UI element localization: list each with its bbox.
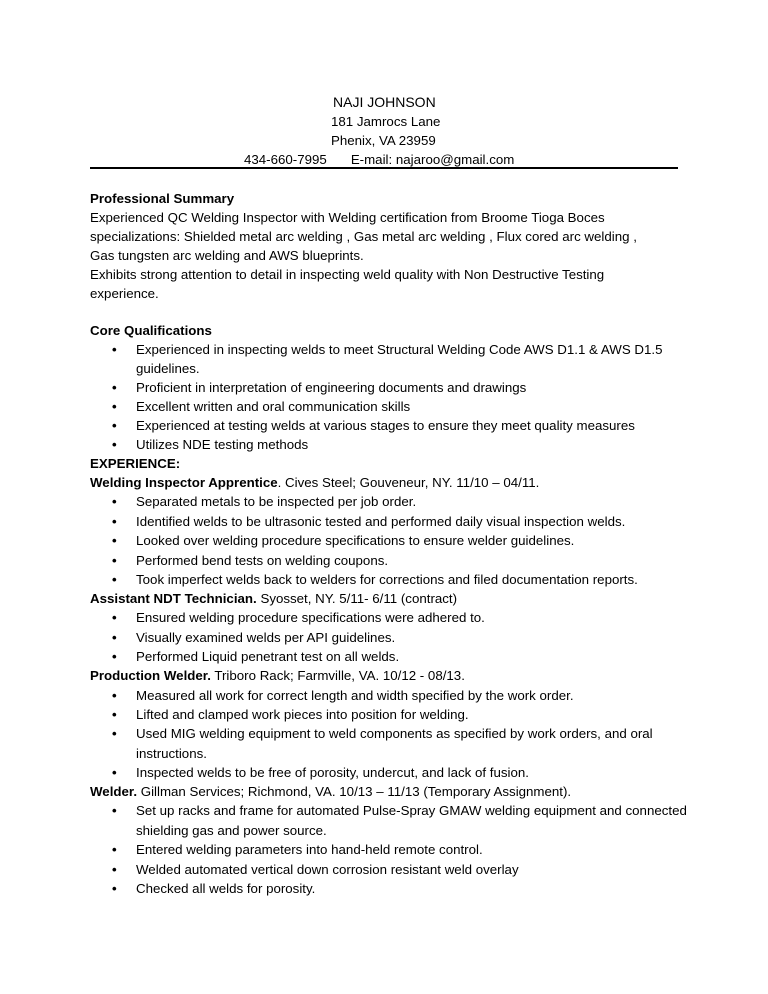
bullet-icon: •: [112, 765, 117, 781]
job-heading: [90, 667, 690, 686]
summary-line: Exhibits strong attention to detail in inspecting weld quality with Non Destructive Testing: [90, 266, 605, 282]
bullet-icon: •: [112, 380, 117, 396]
bullet-icon: •: [112, 533, 117, 549]
job-details: Gillman Services; Richmond, VA. 10/13 – 11/13 (Temporary Assignment).: [137, 783, 572, 799]
bullet-icon: •: [112, 342, 117, 358]
list-item: • Inspected welds to be free of porosity, undercut, and lack of fusion.: [90, 763, 690, 782]
summary-line: Experienced QC Welding Inspector with Welding certification from Broome Tioga Boces: [90, 209, 605, 225]
list-item: • Visually examined welds per API guidelines.: [90, 628, 690, 647]
phone-number: 434-660-7995: [244, 152, 327, 167]
bullet-icon: •: [112, 513, 117, 529]
summary-line: Gas tungsten arc welding and AWS blueprints.: [90, 247, 364, 263]
list-item: • Looked over welding procedure specifications to ensure welder guidelines.: [90, 531, 690, 550]
list-item: • Experienced in inspecting welds to meet Structural Welding Code AWS D1.1 & AWS D1.5 guidelines.: [112, 342, 663, 377]
list-item: • Measured all work for correct length and width specified by the work order.: [90, 686, 690, 705]
job-details: Syosset, NY. 5/11- 6/11 (contract): [256, 590, 458, 606]
job-heading: [90, 590, 690, 609]
list-item: • Ensured welding procedure specifications were adhered to.: [90, 608, 690, 627]
list-item: • Experienced at testing welds at various stages to ensure they meet quality measures: [90, 417, 690, 436]
bullet-icon: •: [112, 552, 117, 568]
list-item: • Lifted and clamped work pieces into position for welding.: [90, 705, 690, 724]
bullet-icon: •: [112, 610, 117, 626]
bullet-icon: •: [112, 842, 117, 858]
job-role: Welding Inspector Apprentice: [90, 474, 278, 490]
address-city: Phenix, VA 23959: [331, 133, 436, 148]
job-details: Triboro Rack; Farmville, VA. 10/12 - 08/13.: [210, 667, 465, 683]
summary-line: experience.: [90, 285, 159, 301]
resume-body: [90, 190, 690, 899]
summary-title: Professional Summary: [90, 191, 235, 206]
bullet-icon: •: [112, 687, 117, 703]
qualifications-title: Core Qualifications: [90, 323, 212, 339]
list-item: • Performed Liquid penetrant test on all welds.: [90, 647, 690, 666]
bullet-icon: •: [112, 494, 117, 510]
list-item: • Welded automated vertical down corrosion resistant weld overlay: [90, 860, 690, 879]
list-item: • Excellent written and oral communication skills: [90, 398, 690, 417]
job-duties-list: [90, 492, 690, 589]
job-heading: [90, 474, 690, 493]
list-item: • Performed bend tests on welding coupons.: [90, 551, 690, 570]
address-street: 181 Jamrocs Lane: [331, 114, 441, 129]
job-role: Production Welder.: [90, 667, 211, 683]
job-heading: [90, 783, 690, 802]
list-item: • Separated metals to be inspected per job order.: [90, 492, 690, 511]
bullet-icon: •: [112, 861, 117, 877]
bullet-icon: •: [112, 398, 117, 414]
job-details: . Cives Steel; Gouveneur, NY. 11/10 – 04/11.: [277, 474, 540, 490]
list-item: • Entered welding parameters into hand-held remote control.: [90, 840, 690, 859]
list-item: • Utilizes NDE testing methods: [90, 436, 690, 455]
list-item: • Checked all welds for porosity.: [90, 879, 690, 898]
bullet-icon: •: [112, 649, 117, 665]
list-item: • Set up racks and frame for automated Pulse-Spray GMAW welding equipment and connected shielding gas and power source.: [112, 803, 687, 838]
bullet-icon: •: [112, 881, 117, 897]
bullet-icon: •: [112, 803, 117, 819]
bullet-icon: •: [112, 726, 117, 742]
bullet-icon: •: [112, 706, 117, 722]
header-divider: [90, 167, 678, 169]
applicant-name: NAJI JOHNSON: [333, 94, 436, 110]
job-duties-list: [90, 801, 690, 898]
experience-title: EXPERIENCE:: [90, 455, 181, 471]
job-role: Assistant NDT Technician.: [90, 590, 257, 606]
list-item: • Proficient in interpretation of engineering documents and drawings: [90, 379, 690, 398]
email-address: E-mail: najaroo@gmail.com: [350, 152, 515, 167]
job-duties-list: [90, 608, 690, 666]
summary-line: specializations: Shielded metal arc welding , Gas metal arc welding , Flux cored arc welding ,: [90, 228, 637, 244]
qualifications-list: [90, 341, 690, 454]
list-item: • Took imperfect welds back to welders for corrections and filed documentation reports.: [90, 570, 690, 589]
job-role: Welder.: [90, 783, 138, 799]
bullet-icon: •: [112, 629, 117, 645]
list-item: • Used MIG welding equipment to weld components as specified by work orders, and oral instructions.: [112, 726, 653, 761]
job-duties-list: [90, 686, 690, 783]
bullet-icon: •: [112, 436, 117, 452]
summary-text: [90, 209, 690, 304]
bullet-icon: •: [112, 417, 117, 433]
list-item: • Identified welds to be ultrasonic tested and performed daily visual inspection welds.: [90, 512, 690, 531]
bullet-icon: •: [112, 572, 117, 588]
